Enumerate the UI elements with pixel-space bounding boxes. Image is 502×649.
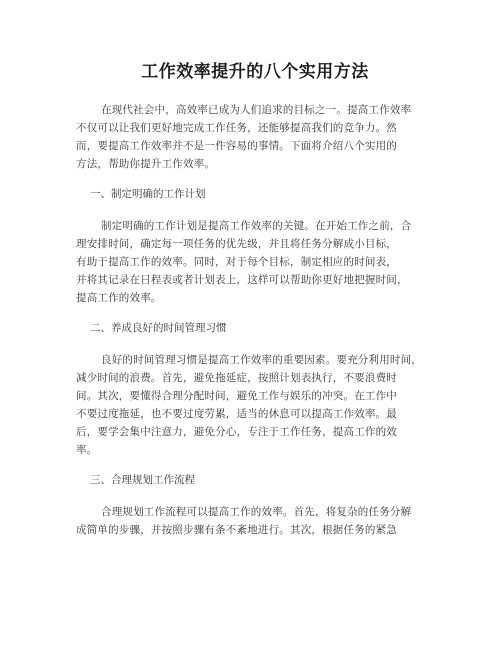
section-2	[76, 319, 422, 459]
section-1-paragraph	[76, 217, 422, 307]
section-2-heading: 二、养成良好的时间管理习惯	[90, 322, 227, 334]
intro-line: 方法，帮助你提升工作效率。	[76, 158, 216, 170]
intro-paragraph	[76, 101, 422, 173]
intro-line: 而，要提高工作效率并不是一件容易的事情。下面将介绍八个实用的	[76, 140, 397, 152]
section-2-line: 良好的时间管理习惯是提高工作效率的重要因素。要充分利用时间，	[101, 354, 422, 366]
section-3-paragraph	[76, 503, 422, 539]
section-1-line: 制定明确的工作计划是提高工作效率的关键。在开始工作之前，合	[101, 220, 412, 232]
section-2-line: 率。	[76, 444, 98, 456]
section-2-line: 不要过度拖延，也不要过度劳累，适当的休息可以提高工作效率。最	[76, 408, 397, 420]
section-2-line: 减少时间的浪费。首先，避免拖延症，按照计划表执行，不要浪费时	[76, 372, 397, 384]
section-1-line: 提高工作的效率。	[76, 292, 162, 304]
document-title: 工作效率提升的八个实用方法	[141, 62, 369, 82]
intro-line: 不仅可以让我们更好地完成工作任务，还能够提高我们的竞争力。然	[76, 122, 397, 134]
section-1-line: 理安排时间，确定每一项任务的优先级，并且将任务分解成小目标，	[76, 238, 397, 250]
section-3-heading: 三、合理规划工作流程	[90, 474, 195, 486]
section-3	[76, 471, 422, 539]
section-3-line: 成简单的步骤，并按照步骤有条不紊地进行。其次，根据任务的紧急	[76, 524, 397, 536]
section-1	[76, 185, 422, 307]
section-2-line: 后，要学会集中注意力，避免分心，专注于工作任务，提高工作的效	[76, 426, 397, 438]
section-2-line: 间。其次，要懂得合理分配时间，避免工作与娱乐的冲突。在工作中	[76, 390, 397, 402]
section-1-heading: 一、制定明确的工作计划	[90, 188, 206, 200]
section-1-line: 并将其记录在日程表或者计划表上，这样可以帮助你更好地把握时间，	[76, 274, 408, 286]
section-2-paragraph	[76, 351, 422, 459]
section-1-line: 有助于提高工作的效率。同时，对于每个目标，制定相应的时间表，	[76, 256, 397, 268]
intro-line: 在现代社会中，高效率已成为人们追求的目标之一。提高工作效率	[101, 104, 412, 116]
section-3-line: 合理规划工作流程可以提高工作的效率。首先，将复杂的任务分解	[101, 506, 412, 518]
